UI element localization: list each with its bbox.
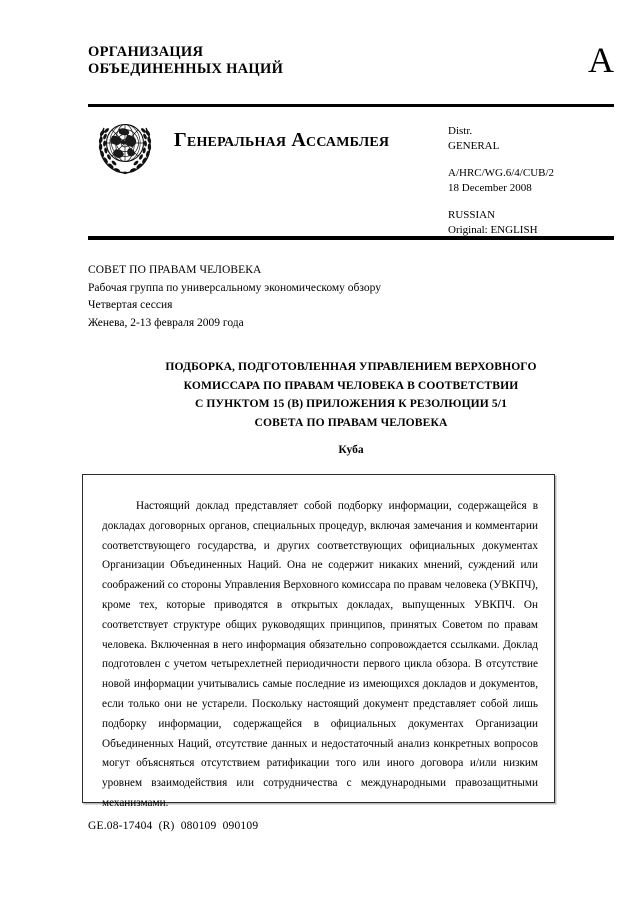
distr-label: Distr. [448,125,473,137]
document-symbol: A/HRC/WG.6/4/CUB/2 [448,167,555,179]
session-venue-date: Женева, 2-13 февраля 2009 года [88,316,244,329]
organization-name [88,44,552,78]
session-number: Четвертая сессия [88,299,173,311]
document-series-letter: A [588,40,614,80]
title-line-2: КОМИССАРА ПО ПРАВАМ ЧЕЛОВЕКА В СООТВЕТСТВИИ [183,378,519,392]
document-original-language: Original: ENGLISH [448,223,538,236]
un-emblem [92,117,158,179]
distr-value: GENERAL [448,139,500,152]
page-title [88,358,614,432]
header-divider-rule [88,236,614,240]
country-subtitle: Куба [338,444,364,456]
abstract-box [82,474,555,809]
document-date: 18 December 2008 [448,181,532,194]
symbol-group [448,166,554,195]
language-group [448,208,554,237]
title-line-1: ПОДБОРКА, ПОДГОТОВЛЕННАЯ УПРАВЛЕНИЕМ ВЕРХОВНОГО [165,360,537,373]
distribution-group [448,124,554,153]
distribution-block [448,124,554,237]
masthead-divider-rule [88,104,614,107]
council-session-block [88,262,381,332]
working-group-name: Рабочая группа по универсальному экономическому обзору [88,281,381,294]
abstract-text: Настоящий доклад представляет собой подборку информации, содержащейся в докладах договорных органов, специальных процедур, включая замечания и комментарии соответствующего государства, и других соответствующих официальных документах Организации Объединенных Наций. Она не содержит никаких мнений, суждений или соображений со стороны Управления Верховного комиссара по правам человека (УВКПЧ), кроме тех, которые приводятся в открытых докладах, выпущенных УВКПЧ. Он соответствует структуре общих руководящих принципов, принятых Советом по правам человека. Включенная в него информация обязательно сопровождается ссылками. Доклад подготовлен с учетом четырехлетней периодичности первого цикла обзора. В отсутствие новой информации учитывались самые последние из имеющихся докладов и документов, если только они не устарели. Поскольку настоящий документ представляет собой лишь подборку информации, содержащейся в официальных документах Организации Объединенных Наций, отсутствие данных и недостаточный анализ конкретных вопросов могут объясняться отсутствием ратификации того или иного договора и/или низким уровнем взаимодействия или сотрудничества с международными правозащитными механизмами. [102,500,538,809]
general-assembly-title: Генеральная Ассамблея [174,129,390,151]
title-line-3: С ПУНКТОМ 15 (В) ПРИЛОЖЕНИЯ К РЕЗОЛЮЦИИ 5/1 [194,397,508,410]
organization-name-line2: ОБЪЕДИНЕННЫХ НАЦИЙ [88,61,284,77]
footer-job-number: GE.08-17404 (R) 080109 090109 [88,820,259,832]
organization-name-line1: ОРГАНИЗАЦИЯ [88,44,204,60]
title-line-4: СОВЕТА ПО ПРАВАМ ЧЕЛОВЕКА [254,415,448,429]
council-name: СОВЕТ ПО ПРАВАМ ЧЕЛОВЕКА [88,264,262,276]
document-language: RUSSIAN [448,209,496,221]
organization-masthead [88,44,552,78]
